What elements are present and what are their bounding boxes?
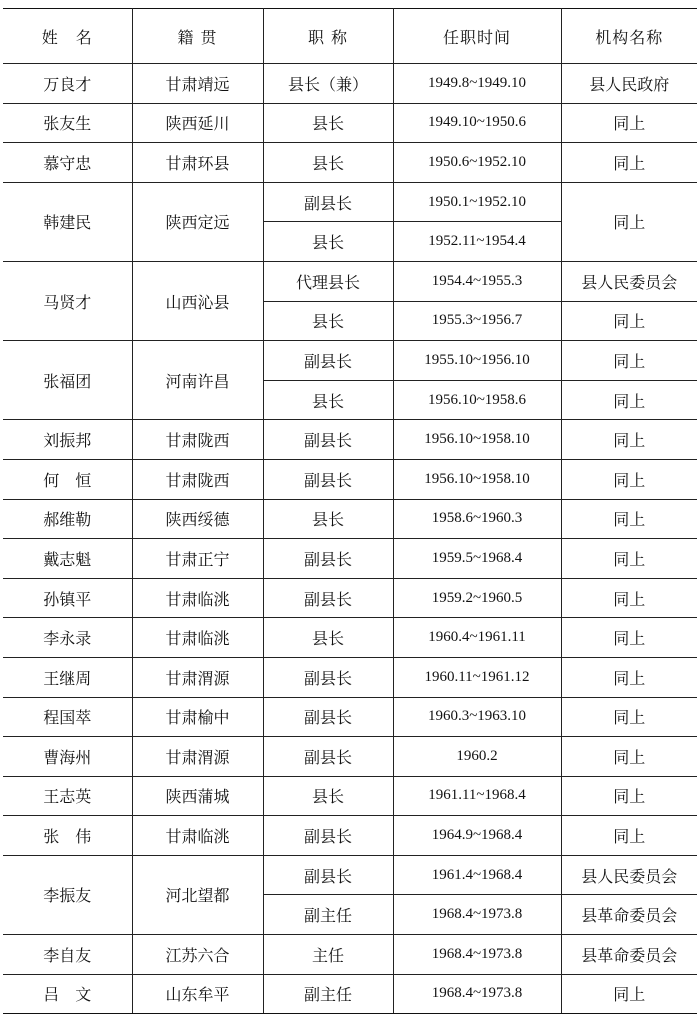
title-cell: 副主任 [263,895,393,935]
table-row [3,341,697,381]
org-cell: 同上 [561,380,697,420]
term-cell: 1956.10~1958.10 [393,420,561,460]
org-cell: 同上 [561,420,697,460]
name-cell: 万良才 [3,64,132,104]
origin-cell: 甘肃靖远 [132,64,263,104]
title-cell: 县长 [263,618,393,658]
table-row [3,261,697,301]
origin-cell: 陕西定远 [132,182,263,261]
table-row [3,737,697,777]
table-row [3,459,697,499]
term-cell: 1959.2~1960.5 [393,578,561,618]
table-row [3,618,697,658]
org-cell: 县革命委员会 [561,895,697,935]
term-cell: 1960.3~1963.10 [393,697,561,737]
officials-table [3,8,697,1014]
origin-cell: 甘肃临洮 [132,816,263,856]
table-row [3,816,697,856]
name-cell: 刘振邦 [3,420,132,460]
title-cell: 县长 [263,103,393,143]
name-cell: 李振友 [3,855,132,934]
name-cell: 马贤才 [3,261,132,340]
org-cell: 县人民政府 [561,64,697,104]
table-row [3,935,697,975]
name-cell: 王继周 [3,657,132,697]
header-origin: 籍 贯 [132,9,263,64]
term-cell: 1961.4~1968.4 [393,855,561,895]
origin-cell: 山西沁县 [132,261,263,340]
origin-cell: 河南许昌 [132,341,263,420]
title-cell: 县长 [263,143,393,183]
org-cell: 同上 [561,459,697,499]
origin-cell: 甘肃陇西 [132,420,263,460]
table-row [3,499,697,539]
title-cell: 副县长 [263,459,393,499]
origin-cell: 甘肃榆中 [132,697,263,737]
origin-cell: 陕西绥德 [132,499,263,539]
name-cell: 程国萃 [3,697,132,737]
title-cell: 代理县长 [263,261,393,301]
origin-cell: 陕西延川 [132,103,263,143]
origin-cell: 江苏六合 [132,935,263,975]
term-cell: 1960.2 [393,737,561,777]
org-cell: 同上 [561,499,697,539]
table-row [3,855,697,895]
name-cell: 曹海州 [3,737,132,777]
term-cell: 1955.10~1956.10 [393,341,561,381]
origin-cell: 甘肃临洮 [132,578,263,618]
table-row [3,182,697,222]
term-cell: 1956.10~1958.10 [393,459,561,499]
org-cell: 县人民委员会 [561,855,697,895]
name-cell: 吕 文 [3,974,132,1014]
origin-cell: 甘肃渭源 [132,737,263,777]
table-row [3,657,697,697]
title-cell: 副主任 [263,974,393,1014]
title-cell: 副县长 [263,657,393,697]
term-cell: 1952.11~1954.4 [393,222,561,262]
org-cell: 同上 [561,103,697,143]
term-cell: 1964.9~1968.4 [393,816,561,856]
title-cell: 县长 [263,301,393,341]
title-cell: 副县长 [263,578,393,618]
term-cell: 1960.4~1961.11 [393,618,561,658]
title-cell: 副县长 [263,341,393,381]
table-row [3,974,697,1014]
name-cell: 王志英 [3,776,132,816]
table-row [3,697,697,737]
org-cell: 同上 [561,974,697,1014]
org-cell: 同上 [561,776,697,816]
origin-cell: 河北望都 [132,855,263,934]
name-cell: 张友生 [3,103,132,143]
table-row [3,64,697,104]
header-term: 任职时间 [393,9,561,64]
term-cell: 1959.5~1968.4 [393,539,561,579]
header-org: 机构名称 [561,9,697,64]
name-cell: 李自友 [3,935,132,975]
table-row [3,578,697,618]
table-row [3,776,697,816]
table-row [3,420,697,460]
origin-cell: 甘肃临洮 [132,618,263,658]
term-cell: 1955.3~1956.7 [393,301,561,341]
title-cell: 县长 [263,380,393,420]
name-cell: 戴志魁 [3,539,132,579]
header-title: 职 称 [263,9,393,64]
org-cell: 同上 [561,182,697,261]
table-row [3,143,697,183]
title-cell: 县长 [263,499,393,539]
title-cell: 副县长 [263,182,393,222]
title-cell: 副县长 [263,539,393,579]
org-cell: 同上 [561,737,697,777]
term-cell: 1949.8~1949.10 [393,64,561,104]
org-cell: 县人民委员会 [561,261,697,301]
term-cell: 1968.4~1973.8 [393,895,561,935]
org-cell: 同上 [561,618,697,658]
org-cell: 同上 [561,301,697,341]
name-cell: 孙镇平 [3,578,132,618]
term-cell: 1950.1~1952.10 [393,182,561,222]
name-cell: 李永录 [3,618,132,658]
origin-cell: 甘肃渭源 [132,657,263,697]
origin-cell: 甘肃正宁 [132,539,263,579]
title-cell: 主任 [263,935,393,975]
term-cell: 1968.4~1973.8 [393,974,561,1014]
title-cell: 县长 [263,222,393,262]
origin-cell: 甘肃陇西 [132,459,263,499]
title-cell: 副县长 [263,737,393,777]
org-cell: 同上 [561,816,697,856]
term-cell: 1961.11~1968.4 [393,776,561,816]
header-row [3,9,697,64]
origin-cell: 山东牟平 [132,974,263,1014]
origin-cell: 甘肃环县 [132,143,263,183]
org-cell: 同上 [561,657,697,697]
title-cell: 副县长 [263,855,393,895]
officials-table-wrapper [3,8,697,1014]
origin-cell: 陕西蒲城 [132,776,263,816]
name-cell: 韩建民 [3,182,132,261]
term-cell: 1950.6~1952.10 [393,143,561,183]
org-cell: 同上 [561,341,697,381]
name-cell: 慕守忠 [3,143,132,183]
name-cell: 张 伟 [3,816,132,856]
term-cell: 1958.6~1960.3 [393,499,561,539]
org-cell: 同上 [561,578,697,618]
table-row [3,539,697,579]
org-cell: 同上 [561,143,697,183]
term-cell: 1949.10~1950.6 [393,103,561,143]
org-cell: 县革命委员会 [561,935,697,975]
title-cell: 副县长 [263,816,393,856]
term-cell: 1968.4~1973.8 [393,935,561,975]
table-row [3,103,697,143]
title-cell: 副县长 [263,420,393,460]
name-cell: 郝维勒 [3,499,132,539]
term-cell: 1954.4~1955.3 [393,261,561,301]
title-cell: 副县长 [263,697,393,737]
term-cell: 1960.11~1961.12 [393,657,561,697]
name-cell: 何 恒 [3,459,132,499]
org-cell: 同上 [561,539,697,579]
header-name: 姓 名 [3,9,132,64]
title-cell: 县长（兼） [263,64,393,104]
name-cell: 张福团 [3,341,132,420]
term-cell: 1956.10~1958.6 [393,380,561,420]
org-cell: 同上 [561,697,697,737]
title-cell: 县长 [263,776,393,816]
